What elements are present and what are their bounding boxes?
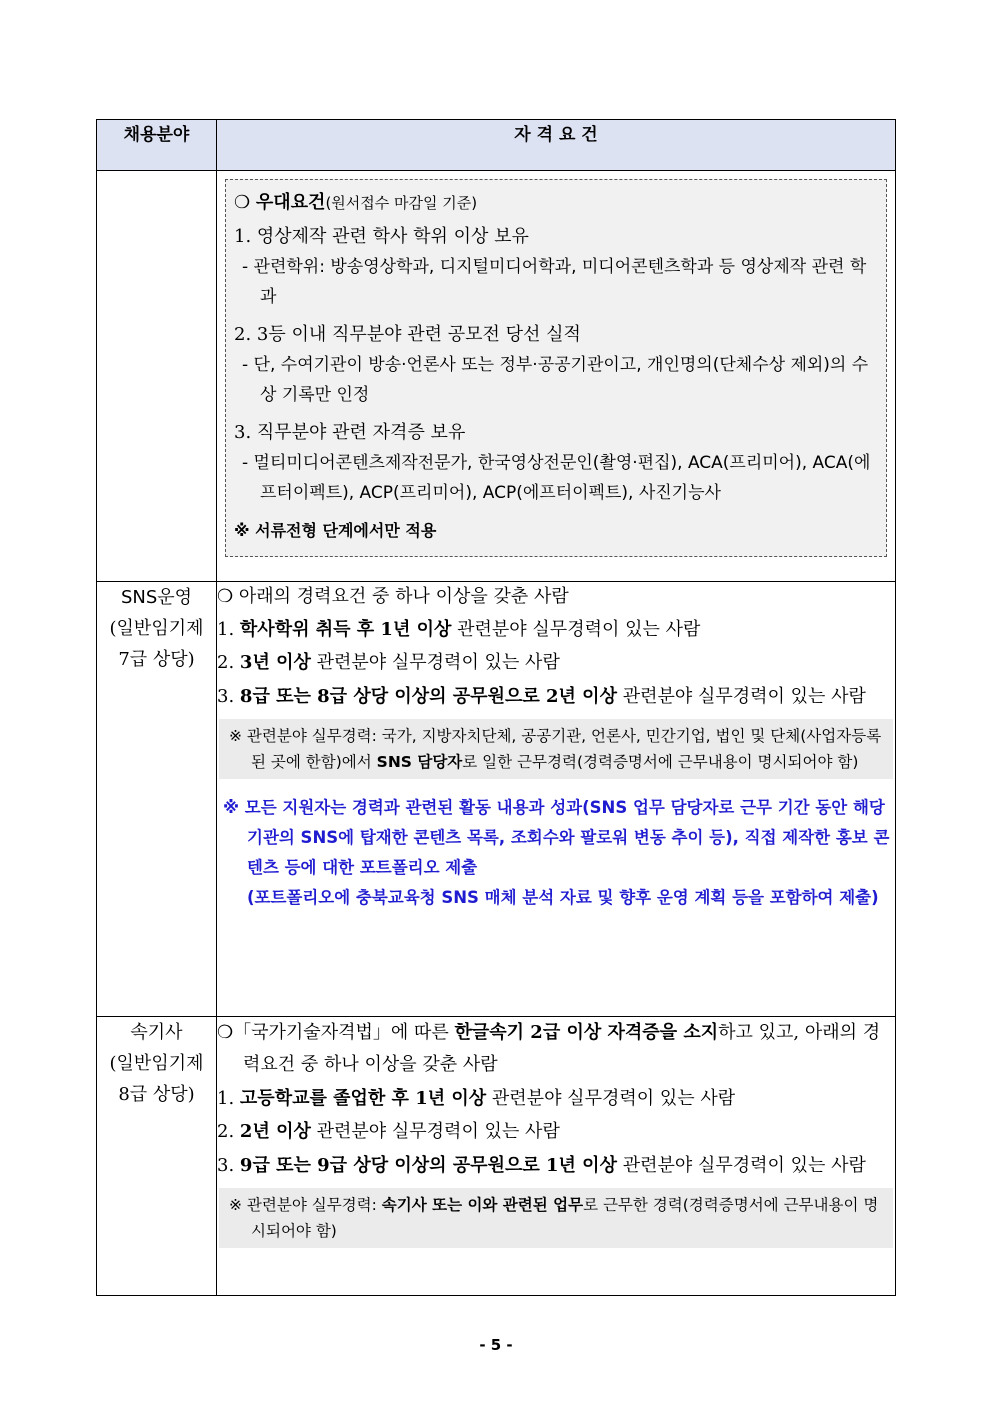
cond-bold: 9급 또는 9급 상당 이상의 공무원으로 1년 이상 <box>239 1155 617 1176</box>
note-text-b: 로 일한 근무경력(경력증명서에 근무내용이 명시되어야 함) <box>462 753 859 771</box>
field-cell-empty <box>97 171 217 582</box>
note-text-b: 로 근무한 경력(경력증명서에 근무내용이 명시되어야 함) <box>251 1196 879 1240</box>
pref-item-2-sub: - 단, 수여기관이 방송·언론사 또는 정부·공공기관이고, 개인명의(단체수상 제외)의 수상 기록만 인정 <box>242 355 869 405</box>
table-row <box>97 1017 896 1296</box>
field-sub-1: (일반임기제 <box>109 1053 204 1074</box>
header-field: 채용분야 <box>97 120 217 171</box>
table-row <box>97 582 896 1017</box>
field-name: 속기사 <box>130 1022 183 1043</box>
cond-rest: 관련분야 실무경력이 있는 사람 <box>622 686 866 707</box>
sns-cond-3 <box>217 681 895 713</box>
sns-experience-note <box>219 719 893 779</box>
intro-text-a: ❍「국가기술자격법」에 따른 <box>217 1022 449 1043</box>
note-bold: 속기사 또는 이와 관련된 업무 <box>381 1196 584 1214</box>
cond-bold: 3년 이상 <box>239 652 311 673</box>
note-text-a: ※ 관련분야 실무경력: 국가, 지방자치단체, 공공기관, 언론사, 민간기업, 법인 및 단체(사업자등록된 곳에 한함)에서 <box>229 727 882 771</box>
cond-bold: 고등학교를 졸업한 후 1년 이상 <box>239 1088 487 1109</box>
cond-bold: 8급 또는 8급 상당 이상의 공무원으로 2년 이상 <box>239 686 617 707</box>
pref-item-3: 3. 직무분야 관련 자격증 보유 <box>234 422 466 443</box>
cond-rest: 관련분야 실무경력이 있는 사람 <box>316 652 560 673</box>
cond-num: 3. <box>217 1155 235 1176</box>
cond-bold: 2년 이상 <box>239 1121 311 1142</box>
portfolio-note: ※ 모든 지원자는 경력과 관련된 활동 내용과 성과(SNS 업무 담당자로 근무 기간 동안 해당 기관의 SNS에 탑재한 콘텐츠 목록, 조회수와 팔로워 변동 추이 등), 직접 제작한 홍보 콘텐츠 등에 대한 포트폴리오 제출 <box>223 798 890 877</box>
qualification-table <box>96 119 896 1296</box>
qualification-cell <box>217 1017 896 1296</box>
preference-box <box>225 179 887 557</box>
field-sub-2: 8급 상당) <box>118 1084 195 1105</box>
pref-item-1: 1. 영상제작 관련 학사 학위 이상 보유 <box>234 226 529 247</box>
field-sub-1: (일반임기제 <box>109 618 204 639</box>
intro-text-b: 하고 있고, 아래의 경력요건 중 하나 이상을 갖춘 사람 <box>243 1022 881 1075</box>
table-row <box>97 171 896 582</box>
cond-num: 3. <box>217 686 235 707</box>
cond-bold: 학사학위 취득 후 1년 이상 <box>239 619 452 640</box>
pref-note: ※ 서류전형 단계에서만 적용 <box>234 521 437 540</box>
pref-item-3-sub: - 멀티미디어콘텐츠제작전문가, 한국영상전문인(촬영·편집), ACA(프리미어), ACA(에프터이펙트), ACP(프리미어), ACP(에프터이펙트), 사진기능사 <box>242 453 871 503</box>
note-text-a: ※ 관련분야 실무경력: <box>229 1196 377 1214</box>
cond-num: 1. <box>217 619 235 640</box>
cond-num: 1. <box>217 1088 235 1109</box>
pref-title: 우대요건 <box>255 192 326 213</box>
cond-rest: 관련분야 실무경력이 있는 사람 <box>622 1155 866 1176</box>
sns-cond-1 <box>217 615 895 645</box>
page-number: - 5 - <box>479 1336 513 1354</box>
cond-rest: 관련분야 실무경력이 있는 사람 <box>316 1121 560 1142</box>
steno-experience-note <box>219 1188 893 1248</box>
steno-cond-1 <box>217 1084 895 1114</box>
cond-num: 2. <box>217 652 235 673</box>
steno-cond-3 <box>217 1150 895 1182</box>
qualification-cell <box>217 582 896 1017</box>
cond-rest: 관련분야 실무경력이 있는 사람 <box>457 619 701 640</box>
sns-cond-2 <box>217 648 895 678</box>
steno-intro <box>217 1017 895 1081</box>
header-qualification: 자 격 요 건 <box>217 120 896 171</box>
pref-title-note: (원서접수 마감일 기준) <box>325 194 478 212</box>
pref-title-line <box>234 188 878 218</box>
cond-rest: 관련분야 실무경력이 있는 사람 <box>491 1088 736 1109</box>
portfolio-note-2: (포트폴리오에 충북교육청 SNS 매체 분석 자료 및 향후 운영 계획 등을 포함하여 제출) <box>247 888 879 907</box>
field-sub-2: 7급 상당) <box>118 649 195 670</box>
pref-item-1-sub: - 관련학위: 방송영상학과, 디지털미디어학과, 미디어콘텐츠학과 등 영상제작 관련 학과 <box>242 257 867 307</box>
pref-item-2: 2. 3등 이내 직무분야 관련 공모전 당선 실적 <box>234 324 581 345</box>
field-name: SNS운영 <box>120 587 193 608</box>
cond-num: 2. <box>217 1121 235 1142</box>
table-header-row <box>97 120 896 171</box>
sns-intro: ❍ 아래의 경력요건 중 하나 이상을 갖춘 사람 <box>217 586 569 607</box>
field-cell-stenographer <box>97 1017 217 1296</box>
qualification-cell <box>217 171 896 582</box>
steno-cond-2 <box>217 1117 895 1147</box>
note-bold: SNS 담당자 <box>376 753 463 771</box>
intro-bold: 한글속기 2급 이상 자격증을 소지 <box>454 1022 719 1043</box>
pref-bullet: ❍ <box>234 192 251 213</box>
field-cell-sns <box>97 582 217 1017</box>
